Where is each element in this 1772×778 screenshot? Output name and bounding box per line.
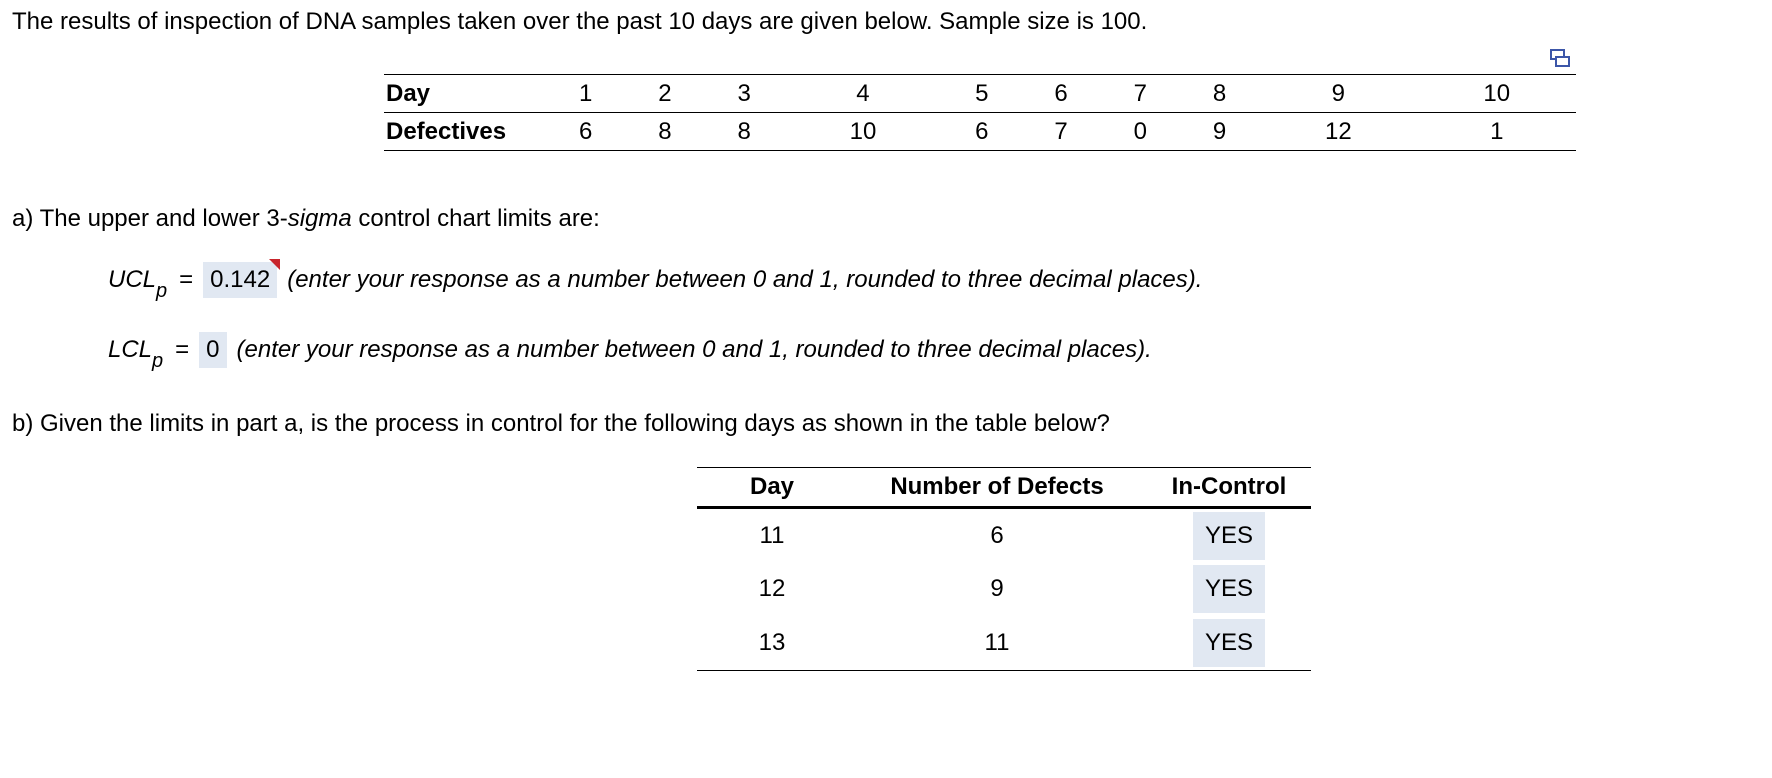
table-row — [697, 615, 1311, 671]
day-cell: 7 — [1101, 75, 1180, 113]
defectives-cell: 9 — [1180, 113, 1259, 151]
defectives-table — [384, 74, 1576, 151]
day-cell: 6 — [1021, 75, 1100, 113]
part-a-suffix: control chart limits are: — [351, 205, 600, 232]
day-cell: 2 — [625, 75, 704, 113]
table-row — [384, 75, 1576, 113]
ucl-symbol: $UCL_p$ — [108, 266, 168, 302]
ucl-answer-value: 0.142 — [210, 266, 271, 293]
defectives-cell: 0 — [1101, 113, 1180, 151]
day-cell: 4 — [784, 75, 942, 113]
lcl-row — [108, 332, 1152, 372]
ucl-equals: = — [179, 266, 194, 293]
incorrect-flag-icon — [269, 259, 280, 270]
defectives-cell: 12 — [1259, 113, 1417, 151]
part-b-question: b) Given the limits in part a, is the process in control for the following days as shown in the table below? — [12, 410, 1110, 437]
defectives-cell: 6 — [942, 113, 1021, 151]
intro-text: The results of inspection of DNA samples taken over the past 10 days are given below. Sample size is 100. — [12, 8, 1148, 35]
lcl-equals: = — [175, 336, 190, 363]
in-control-cell — [1147, 615, 1311, 671]
defectives-cell: 8 — [625, 113, 704, 151]
day-cell: 10 — [1418, 75, 1576, 113]
defectives-cell: 1 — [1418, 113, 1576, 151]
day-cell: 1 — [546, 75, 625, 113]
defectives-cell: 7 — [1021, 113, 1100, 151]
copy-data-icon[interactable] — [1549, 47, 1571, 69]
row-label-defectives: Defectives — [384, 113, 546, 151]
in-control-dropdown[interactable]: YES — [1193, 565, 1265, 613]
table-row — [697, 508, 1311, 563]
part-a-prefix: a) The upper and lower 3- — [12, 205, 288, 232]
row-label-day: Day — [384, 75, 546, 113]
defectives-cell: 10 — [784, 113, 942, 151]
defects-cell: 6 — [990, 521, 1004, 549]
lcl-answer-value: 0 — [206, 336, 220, 363]
table-row — [384, 113, 1576, 151]
in-control-dropdown[interactable]: YES — [1193, 619, 1265, 667]
ucl-hint: (enter your response as a number between 0 and 1, rounded to three decimal places). — [287, 266, 1203, 293]
in-control-dropdown[interactable]: YES — [1193, 512, 1265, 560]
day-cell: 11 — [759, 521, 785, 549]
header-in-control: In-Control — [1147, 468, 1311, 508]
day-cell: 9 — [1259, 75, 1417, 113]
header-day: Day — [697, 468, 847, 508]
day-cell: 3 — [705, 75, 784, 113]
table-header-row — [697, 468, 1311, 508]
lcl-hint: (enter your response as a number between 0 and 1, rounded to three decimal places). — [236, 336, 1152, 363]
lcl-symbol: $LCL_p$ — [108, 336, 164, 372]
part-a-question — [12, 205, 600, 233]
header-number-of-defects: Number of Defects — [847, 468, 1147, 508]
defects-cell: 9 — [990, 574, 1004, 602]
day-cell: 12 — [758, 574, 786, 602]
in-control-cell — [1147, 562, 1311, 615]
defects-cell: 11 — [847, 615, 1147, 671]
ucl-answer[interactable] — [203, 262, 277, 298]
day-cell: 8 — [1180, 75, 1259, 113]
lcl-answer[interactable] — [199, 332, 226, 368]
control-table — [697, 467, 1311, 671]
table-row — [697, 562, 1311, 615]
in-control-cell — [1147, 508, 1311, 563]
day-cell: 13 — [697, 615, 847, 671]
defectives-cell: 8 — [705, 113, 784, 151]
part-a-sigma: sigma — [287, 205, 352, 232]
day-cell: 5 — [942, 75, 1021, 113]
ucl-row — [108, 262, 1203, 302]
defectives-cell: 6 — [546, 113, 625, 151]
